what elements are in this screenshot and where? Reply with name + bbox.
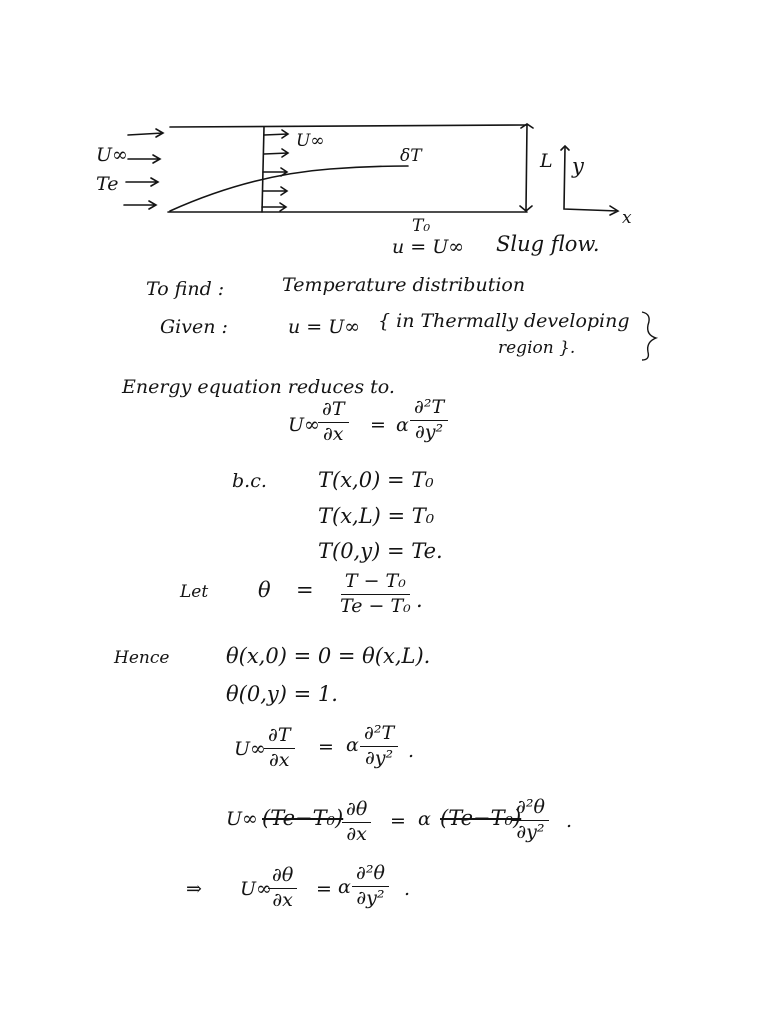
eq3-rhs-den: ∂y²	[516, 820, 545, 843]
energy-rhs-den: ∂y²	[414, 420, 444, 443]
slug-equation: u = U∞	[392, 236, 465, 258]
energy-equals: =	[370, 414, 386, 436]
hence-line-1: θ(x,0) = 0 = θ(x,L).	[226, 644, 431, 668]
theta-definition-fraction	[340, 572, 411, 617]
energy-lhs-coeff: U∞	[288, 414, 320, 436]
eq2-period: .	[408, 740, 415, 762]
to-find-value: Temperature distribution	[282, 274, 526, 296]
implies-symbol: ⇒	[186, 878, 202, 900]
eq3-lhs-num: ∂θ	[342, 800, 371, 823]
eq4-lhs-num: ∂θ	[268, 866, 297, 889]
eq2-rhs-num: ∂²T	[360, 724, 398, 747]
energy-rhs-fraction	[410, 398, 448, 443]
energy-rhs-num: ∂²T	[410, 398, 448, 421]
eq4-lhs-coeff: U∞	[240, 878, 272, 900]
eq3-rhs-fraction	[512, 798, 549, 843]
eq2-lhs-fraction	[264, 726, 295, 771]
bc-label: b.c.	[232, 470, 267, 492]
inlet-arrows	[124, 129, 163, 209]
eq4-period: .	[404, 878, 411, 900]
u-infinity-label: U∞	[96, 144, 128, 166]
eq2-lhs-coeff: U∞	[234, 738, 266, 760]
thermal-boundary-layer-label: δT	[400, 146, 422, 166]
top-velocity-label: U∞	[296, 131, 325, 151]
eq3-rhs-num: ∂²θ	[512, 798, 549, 821]
eq4-rhs-coeff: α	[338, 876, 351, 898]
eq3-period: .	[566, 810, 573, 832]
bc-1: T(x,0) = T₀	[318, 468, 434, 492]
top-wall	[170, 125, 527, 127]
given-note-line1: { in Thermally developing	[378, 310, 630, 332]
height-marker	[520, 124, 533, 211]
to-find-label: To find :	[146, 278, 225, 300]
right-brace	[642, 312, 656, 360]
eq3-equals: =	[390, 810, 406, 832]
inlet-temperature-label: Te	[96, 173, 119, 195]
eq3-rhs-coeff: α	[418, 808, 431, 830]
theta-def-period: .	[416, 588, 423, 612]
theta-def-num: T − T₀	[341, 572, 410, 595]
bc-2: T(x,L) = T₀	[318, 504, 435, 528]
eq4-rhs-fraction	[352, 864, 389, 909]
eq2-rhs-den: ∂y²	[364, 746, 394, 769]
energy-intro: Energy equation reduces to.	[122, 376, 395, 398]
let-theta: θ	[258, 578, 271, 602]
eq2-lhs-den: ∂x	[268, 748, 290, 771]
x-axis-label: x	[622, 208, 632, 228]
energy-lhs-num: ∂T	[318, 400, 349, 423]
hence-label: Hence	[114, 648, 170, 668]
energy-lhs-fraction	[318, 400, 349, 445]
let-equals: =	[296, 578, 314, 602]
height-label: L	[540, 150, 553, 172]
eq3-lhs-coeff: U∞	[226, 808, 258, 830]
eq4-lhs-den: ∂x	[272, 888, 293, 911]
eq4-rhs-num: ∂²θ	[352, 864, 389, 887]
energy-lhs-den: ∂x	[322, 422, 344, 445]
wall-temperature-label: T₀	[412, 216, 431, 236]
thermal-boundary-layer-curve	[170, 166, 408, 211]
y-axis-label: y	[572, 154, 584, 178]
eq4-lhs-fraction	[268, 866, 297, 911]
eq3-lhs-den: ∂x	[346, 822, 367, 845]
slug-flow-label: Slug flow.	[496, 232, 600, 256]
let-label: Let	[180, 582, 209, 602]
eq2-lhs-num: ∂T	[264, 726, 295, 749]
eq2-rhs-coeff: α	[346, 734, 359, 756]
profile-arrows	[262, 130, 288, 211]
given-value: u = U∞	[288, 316, 361, 338]
eq4-equals: =	[316, 878, 332, 900]
profile-line	[262, 127, 264, 212]
bc-3: T(0,y) = Te.	[318, 539, 443, 563]
given-label: Given :	[160, 316, 228, 338]
eq3-lhs-fraction	[342, 800, 371, 845]
hence-line-2: θ(0,y) = 1.	[226, 682, 338, 706]
energy-rhs-coeff: α	[396, 414, 409, 436]
eq2-rhs-fraction	[360, 724, 398, 769]
eq2-equals: =	[318, 736, 334, 758]
given-note-line2: region }.	[498, 338, 576, 358]
eq4-rhs-den: ∂y²	[356, 886, 385, 909]
theta-def-den: Te − T₀	[340, 594, 411, 617]
eq3-rhs-paren: (Te−T₀)	[440, 806, 522, 830]
eq3-lhs-paren: (Te−T₀)	[262, 806, 344, 830]
